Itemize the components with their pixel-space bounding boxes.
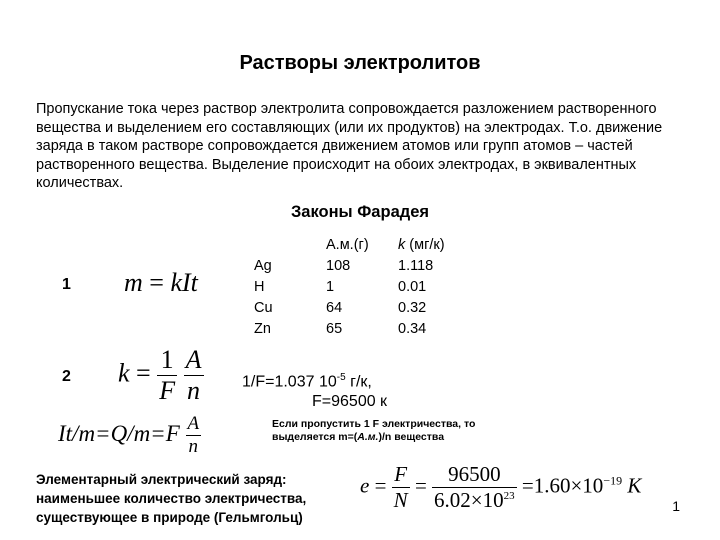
fraction-f-over-n: $\frac{F}{N}$ (393, 462, 408, 512)
k-column (398, 235, 445, 340)
elementary-charge-formula: e = $\frac{F}{N}$ = $\frac{96500}{6.02\times 10^{23}}$ $=1.60\times 10^{-19}$ K (360, 462, 642, 512)
law-2-number: 2 (62, 368, 71, 385)
formula-eq: = (136, 358, 151, 388)
k-symbol: k (398, 237, 406, 253)
formula-kit: kIt (170, 268, 198, 297)
element-cell: Cu (254, 300, 273, 316)
slide-title: Растворы электролитов (239, 52, 481, 74)
mass-cell: 108 (326, 258, 351, 274)
page-number: 1 (672, 498, 680, 514)
element-cell: H (254, 279, 265, 295)
fraction-1-over-f: $\frac{1}{F}$ (159, 345, 176, 405)
elementary-charge-text: Элементарный электрический заряд: наименьшее количество электричества, существующее в природе (Гельмгольц) (36, 472, 307, 525)
element-cell: Ag (254, 258, 272, 274)
relation-lhs: It/m=Q/m=F (58, 420, 180, 446)
law-2-formula (118, 345, 204, 406)
formula-eq: = (149, 268, 164, 297)
mass-header: А.м.(г) (326, 237, 369, 253)
formula-k: k (118, 358, 130, 388)
formula-m: m (124, 268, 143, 297)
intro-paragraph: Пропускание тока через раствор электролита сопровождается разложением растворенного вещества и выделением его составляющих (или их продуктов) на электродах. Т.о. движение заряда в таком растворе сопровождается движением атомов или групп атомов – частей растворенного вещества. Выделение происходит на обоих электродах, в эквивалентных количествах. (36, 101, 663, 191)
note-text: Если пропустить 1 F электричества, то выделяется m=(А.м.)/n вещества (272, 418, 476, 443)
k-header (398, 235, 445, 256)
mass-cell: 65 (326, 321, 343, 337)
faraday-const-line2: F=96500 к (312, 393, 388, 410)
relation-formula (58, 413, 201, 458)
k-cell: 0.01 (398, 279, 427, 295)
law-1-formula (124, 268, 198, 298)
fraction-a-over-n: $\frac{A}{n}$ (187, 413, 200, 457)
mass-cell: 1 (326, 279, 335, 295)
k-unit: (мг/к) (405, 237, 445, 253)
fraction-a-over-n: $\frac{A}{n}$ (185, 345, 202, 405)
element-column (254, 256, 273, 340)
k-cell: 0.34 (398, 321, 427, 337)
mass-cell: 64 (326, 300, 343, 316)
laws-heading: Законы Фарадея (290, 203, 430, 221)
fraction-96500-over-avogadro: $\frac{96500}{6.02\times 10^{23}}$ (434, 462, 515, 512)
k-cell: 0.32 (398, 300, 427, 316)
law-1-number: 1 (62, 276, 71, 293)
mass-column (326, 235, 369, 340)
k-cell: 1.118 (398, 258, 434, 274)
faraday-const-line1: 1/F=1.037 $10^{-5}$ г/к, (242, 372, 372, 391)
element-cell: Zn (254, 321, 271, 337)
